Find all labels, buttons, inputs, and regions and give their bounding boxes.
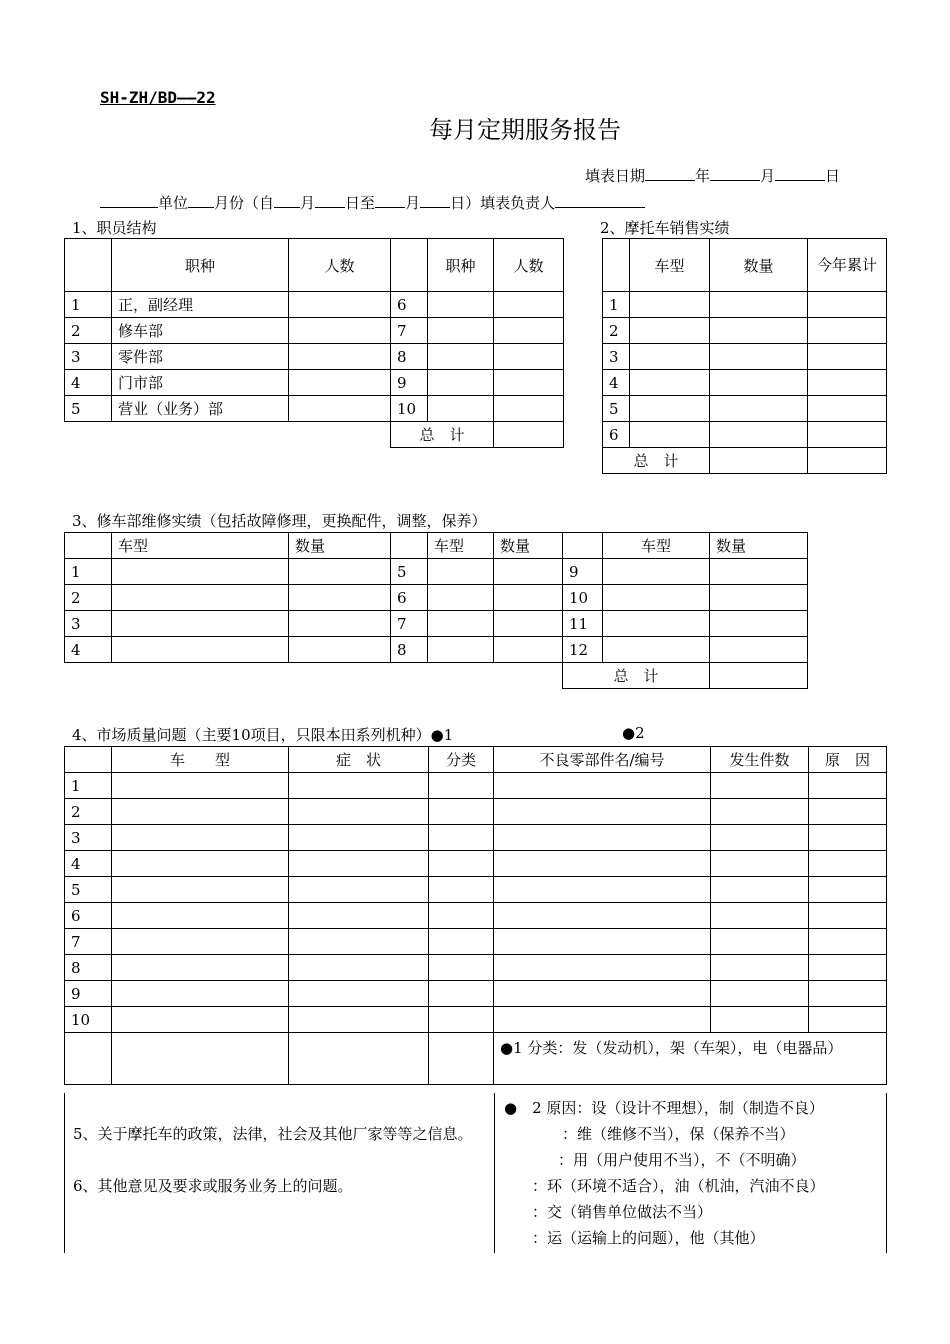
col-model: 车型 <box>630 239 710 292</box>
table-row <box>65 929 887 955</box>
table-cell[interactable] <box>494 773 711 799</box>
table-row <box>65 370 564 396</box>
item-5: 5、关于摩托车的政策，法律，社会及其他厂家等等之信息。 <box>73 1125 473 1143</box>
table-label-cell: 3 <box>603 344 630 370</box>
table-cell <box>494 663 563 689</box>
table-label-cell: 6 <box>391 292 428 318</box>
table-cell[interactable] <box>289 637 391 663</box>
table-cell[interactable] <box>428 611 494 637</box>
table-cell[interactable] <box>603 611 710 637</box>
col-qty: 数量 <box>710 239 808 292</box>
table-label-cell: 1 <box>65 773 112 799</box>
table-cell <box>289 663 391 689</box>
table-label-cell: 总 计 <box>603 448 710 474</box>
sales-table <box>602 238 887 474</box>
table-label-cell: 1 <box>603 292 630 318</box>
col-count-2: 人数 <box>494 239 564 292</box>
table-cell[interactable] <box>112 903 289 929</box>
table-cell[interactable] <box>809 929 887 955</box>
table-cell[interactable] <box>809 851 887 877</box>
unit-blank[interactable] <box>100 193 158 208</box>
table-cell[interactable] <box>429 825 494 851</box>
table-label-cell: 1 <box>65 292 112 318</box>
table-cell[interactable] <box>809 799 887 825</box>
table-cell[interactable] <box>711 825 809 851</box>
table-label-cell: 2 <box>603 318 630 344</box>
table-label-cell: 8 <box>65 955 112 981</box>
table-cell[interactable] <box>603 559 710 585</box>
table-label-cell: 3 <box>65 825 112 851</box>
table-cell[interactable] <box>809 981 887 1007</box>
table-cell[interactable] <box>809 877 887 903</box>
table-cell <box>391 239 428 292</box>
table-cell[interactable] <box>289 611 391 637</box>
table-label-cell: 车 型 <box>112 747 289 773</box>
table-label-cell: 症 状 <box>289 747 429 773</box>
table-label-cell: 车型 <box>112 533 289 559</box>
table-cell[interactable] <box>711 851 809 877</box>
table-cell <box>65 239 112 292</box>
table-cell[interactable] <box>711 1007 809 1033</box>
table-cell[interactable] <box>710 448 808 474</box>
table-header-row <box>603 239 887 292</box>
table-row <box>603 422 887 448</box>
table-cell[interactable] <box>494 955 711 981</box>
unit-line: 单位 月份（自 月 日至 月 日）填表负责人 <box>100 192 645 213</box>
table-cell[interactable] <box>710 370 808 396</box>
table-cell[interactable] <box>494 1007 711 1033</box>
table-label-cell: 5 <box>65 877 112 903</box>
table-label-cell: 8 <box>391 344 428 370</box>
table-cell <box>391 663 428 689</box>
table-cell[interactable] <box>429 851 494 877</box>
table-cell <box>563 533 603 559</box>
count-cell[interactable] <box>289 344 391 370</box>
table-cell[interactable] <box>808 318 887 344</box>
table-label-cell: 1 <box>65 559 112 585</box>
to-day-blank[interactable] <box>420 193 450 208</box>
table-label-cell: 12 <box>563 637 603 663</box>
table-label-cell: 营业（业务）部 <box>112 396 289 422</box>
table-cell[interactable] <box>112 877 289 903</box>
table-cell[interactable] <box>711 981 809 1007</box>
table-cell[interactable] <box>808 422 887 448</box>
table-cell[interactable] <box>630 318 710 344</box>
table-label-cell: 6 <box>391 585 428 611</box>
table-cell[interactable] <box>710 585 808 611</box>
table-cell[interactable] <box>711 799 809 825</box>
table-cell[interactable] <box>428 585 494 611</box>
table-cell[interactable] <box>289 799 429 825</box>
quality-table <box>64 746 887 1085</box>
table-cell[interactable] <box>710 292 808 318</box>
table-cell[interactable] <box>112 1033 289 1085</box>
table-cell[interactable] <box>809 1007 887 1033</box>
reason-box: ● 2 原因：设（设计不理想），制（制造不良） ：维（维修不当），保（保养不当） ：用（用户使用不当），不（不明确） ：环（环境不适合），油（机油，汽油不良） ：交（销售单位做法不当） ：运（运输上的问题），他（其他） <box>494 1093 887 1253</box>
table-cell[interactable] <box>710 318 808 344</box>
table-cell[interactable] <box>289 877 429 903</box>
table-cell[interactable] <box>710 663 808 689</box>
table-cell[interactable] <box>428 637 494 663</box>
table-label-cell: 原 因 <box>809 747 887 773</box>
day-blank[interactable] <box>775 166 825 181</box>
table-cell[interactable] <box>494 637 563 663</box>
sec4-heading: 4、市场质量问题（主要10项目，只限本田系列机种）●1 <box>72 726 454 744</box>
col-job-2: 职种 <box>428 239 494 292</box>
table-label-cell: 4 <box>65 370 112 396</box>
table-cell[interactable] <box>429 903 494 929</box>
table-cell[interactable] <box>711 773 809 799</box>
table-cell[interactable] <box>494 903 711 929</box>
job-cell[interactable] <box>428 396 494 422</box>
table-label-cell: 5 <box>603 396 630 422</box>
table-cell[interactable] <box>494 929 711 955</box>
staff-table <box>64 238 564 448</box>
total-row <box>65 663 808 689</box>
table-cell <box>391 533 428 559</box>
table-cell[interactable] <box>112 559 289 585</box>
table-cell[interactable] <box>112 851 289 877</box>
table-cell[interactable] <box>494 825 711 851</box>
job-cell[interactable] <box>428 292 494 318</box>
table-cell <box>65 1033 112 1085</box>
table-label-cell: 10 <box>65 1007 112 1033</box>
table-label-cell: 数量 <box>494 533 563 559</box>
table-cell[interactable] <box>429 877 494 903</box>
table-cell[interactable] <box>112 981 289 1007</box>
table-header-row <box>65 239 564 292</box>
table-cell[interactable] <box>808 448 887 474</box>
table-row <box>65 292 564 318</box>
table-label-cell: 6 <box>603 422 630 448</box>
sec3-heading: 3、修车部维修实绩（包括故障修理，更换配件，调整，保养） <box>72 512 487 530</box>
table-cell[interactable] <box>809 773 887 799</box>
col-job: 职种 <box>112 239 289 292</box>
table-row <box>65 981 887 1007</box>
table-row <box>65 773 887 799</box>
table-cell <box>65 747 112 773</box>
table-label-cell: 总 计 <box>563 663 710 689</box>
table-label-cell: 7 <box>65 929 112 955</box>
table-cell[interactable] <box>429 981 494 1007</box>
table-cell[interactable] <box>289 1007 429 1033</box>
table-cell <box>428 663 494 689</box>
table-cell[interactable] <box>630 370 710 396</box>
repair-table <box>64 532 808 689</box>
table-cell[interactable] <box>808 396 887 422</box>
table-cell[interactable] <box>711 877 809 903</box>
table-row <box>65 318 564 344</box>
table-cell[interactable] <box>429 773 494 799</box>
table-cell[interactable] <box>112 825 289 851</box>
table-label-cell: 零件部 <box>112 344 289 370</box>
table-label-cell: 5 <box>391 559 428 585</box>
table-label-cell: 3 <box>65 611 112 637</box>
table-row <box>603 396 887 422</box>
table-cell[interactable] <box>710 422 808 448</box>
table-label-cell: 2 <box>65 585 112 611</box>
table-label-cell: 9 <box>563 559 603 585</box>
table-header-row <box>65 533 808 559</box>
table-cell[interactable] <box>112 611 289 637</box>
table-label-cell: 4 <box>65 637 112 663</box>
table-label-cell: 8 <box>391 637 428 663</box>
col-count: 人数 <box>289 239 391 292</box>
year-blank[interactable] <box>645 166 695 181</box>
table-cell[interactable] <box>710 344 808 370</box>
table-cell[interactable] <box>429 929 494 955</box>
table-label-cell: 车型 <box>603 533 710 559</box>
table-cell[interactable] <box>429 799 494 825</box>
count-cell[interactable] <box>494 370 564 396</box>
total-cell[interactable] <box>494 422 564 448</box>
item-6: 6、其他意见及要求或服务业务上的问题。 <box>73 1177 353 1195</box>
table-label-cell: 发生件数 <box>711 747 809 773</box>
table-cell[interactable] <box>289 903 429 929</box>
count-cell[interactable] <box>289 318 391 344</box>
table-cell[interactable] <box>112 585 289 611</box>
count-cell[interactable] <box>289 396 391 422</box>
table-cell[interactable] <box>289 929 429 955</box>
table-cell[interactable] <box>429 955 494 981</box>
table-label-cell: 修车部 <box>112 318 289 344</box>
table-cell[interactable] <box>429 1007 494 1033</box>
table-cell <box>603 239 630 292</box>
table-row <box>65 559 808 585</box>
table-row <box>603 318 887 344</box>
table-cell[interactable] <box>494 585 563 611</box>
table-row <box>65 344 564 370</box>
table-label-cell: 7 <box>391 318 428 344</box>
table-cell[interactable] <box>289 851 429 877</box>
table-label-cell: 4 <box>603 370 630 396</box>
table-row <box>65 903 887 929</box>
table-cell[interactable] <box>711 903 809 929</box>
page-title: 每月定期服务报告 <box>429 116 621 144</box>
table-label-cell: 车型 <box>428 533 494 559</box>
table-row <box>65 585 808 611</box>
table-label-cell: 门市部 <box>112 370 289 396</box>
table-cell[interactable] <box>112 1007 289 1033</box>
report-month-blank[interactable] <box>188 193 214 208</box>
responsible-blank[interactable] <box>555 193 645 208</box>
table-row <box>65 637 808 663</box>
table-cell[interactable] <box>809 903 887 929</box>
table-label-cell: 不良零部件名/编号 <box>494 747 711 773</box>
table-cell[interactable] <box>289 585 391 611</box>
count-cell[interactable] <box>289 292 391 318</box>
table-cell <box>112 663 289 689</box>
table-label-cell: 11 <box>563 611 603 637</box>
table-row <box>65 825 887 851</box>
table-label-cell: 7 <box>391 611 428 637</box>
job-cell[interactable] <box>428 318 494 344</box>
total-label: 总 计 <box>391 422 494 448</box>
sec2-heading: 2、摩托车销售实绩 <box>600 219 730 237</box>
table-cell[interactable] <box>428 559 494 585</box>
col-ytd: 今年累计 <box>808 239 887 292</box>
table-cell[interactable] <box>603 637 710 663</box>
table-cell[interactable] <box>630 422 710 448</box>
table-label-cell: 10 <box>391 396 428 422</box>
table-label-cell: 数量 <box>289 533 391 559</box>
table-cell[interactable] <box>494 799 711 825</box>
date-line: 填表日期 年 月 日 <box>585 167 841 185</box>
table-cell <box>289 422 391 448</box>
table-cell[interactable] <box>289 981 429 1007</box>
table-cell[interactable] <box>630 292 710 318</box>
table-cell[interactable] <box>494 851 711 877</box>
table-cell <box>65 663 112 689</box>
table-cell <box>65 422 112 448</box>
count-cell[interactable] <box>494 318 564 344</box>
from-day-blank[interactable] <box>315 193 345 208</box>
table-cell[interactable] <box>808 344 887 370</box>
table-row <box>65 851 887 877</box>
table-row <box>65 877 887 903</box>
month-blank[interactable] <box>710 166 760 181</box>
table-label-cell: 数量 <box>710 533 808 559</box>
table-cell[interactable] <box>289 825 429 851</box>
table-cell[interactable] <box>112 637 289 663</box>
table-cell[interactable] <box>710 637 808 663</box>
table-cell[interactable] <box>809 825 887 851</box>
table-cell[interactable] <box>603 585 710 611</box>
count-cell[interactable] <box>494 396 564 422</box>
table-cell[interactable] <box>809 955 887 981</box>
table-row <box>65 611 808 637</box>
job-cell[interactable] <box>428 344 494 370</box>
sec1-heading: 1、职员结构 <box>72 219 157 237</box>
table-cell[interactable] <box>289 955 429 981</box>
notes-box[interactable] <box>64 1093 495 1253</box>
table-row <box>65 799 887 825</box>
to-month-blank[interactable] <box>375 193 405 208</box>
table-cell[interactable] <box>630 344 710 370</box>
table-header-row <box>65 747 887 773</box>
table-cell[interactable] <box>711 929 809 955</box>
table-row <box>603 344 887 370</box>
table-cell[interactable] <box>112 773 289 799</box>
table-label-cell: 2 <box>65 318 112 344</box>
table-label-cell: 正，副经理 <box>112 292 289 318</box>
table-cell[interactable] <box>112 929 289 955</box>
table-label-cell: 9 <box>391 370 428 396</box>
table-row <box>65 955 887 981</box>
table-label-cell: 2 <box>65 799 112 825</box>
table-cell[interactable] <box>494 877 711 903</box>
total-row <box>603 448 887 474</box>
table-cell[interactable] <box>112 955 289 981</box>
table-cell[interactable] <box>710 559 808 585</box>
table-label-cell: 3 <box>65 344 112 370</box>
table-cell[interactable] <box>494 611 563 637</box>
from-month-blank[interactable] <box>274 193 300 208</box>
table-header-row <box>65 1033 887 1085</box>
table-label-cell: 6 <box>65 903 112 929</box>
table-cell <box>112 422 289 448</box>
table-label-cell: 10 <box>563 585 603 611</box>
table-row <box>603 292 887 318</box>
sec4-heading-2: ●2 <box>622 724 645 742</box>
job-cell[interactable] <box>428 370 494 396</box>
table-label-cell: 4 <box>65 851 112 877</box>
table-cell[interactable] <box>808 292 887 318</box>
table-cell[interactable] <box>429 1033 494 1085</box>
table-cell[interactable] <box>289 1033 429 1085</box>
count-cell[interactable] <box>494 344 564 370</box>
table-cell[interactable] <box>289 773 429 799</box>
table-cell[interactable] <box>808 370 887 396</box>
table-cell[interactable] <box>710 611 808 637</box>
table-row <box>65 1007 887 1033</box>
count-cell[interactable] <box>494 292 564 318</box>
category-note: ●1 分类：发（发动机），架（车架），电（电器品） <box>494 1033 887 1085</box>
table-cell[interactable] <box>710 396 808 422</box>
table-cell[interactable] <box>711 955 809 981</box>
table-row <box>603 370 887 396</box>
table-label-cell: 9 <box>65 981 112 1007</box>
table-cell[interactable] <box>494 559 563 585</box>
total-row <box>65 422 564 448</box>
table-row <box>65 396 564 422</box>
table-cell[interactable] <box>630 396 710 422</box>
table-label-cell: 分类 <box>429 747 494 773</box>
table-cell[interactable] <box>494 981 711 1007</box>
table-label-cell: 5 <box>65 396 112 422</box>
count-cell[interactable] <box>289 370 391 396</box>
table-cell[interactable] <box>289 559 391 585</box>
table-cell[interactable] <box>112 799 289 825</box>
table-cell <box>65 533 112 559</box>
form-code: SH-ZH/BD——22 <box>100 88 216 107</box>
